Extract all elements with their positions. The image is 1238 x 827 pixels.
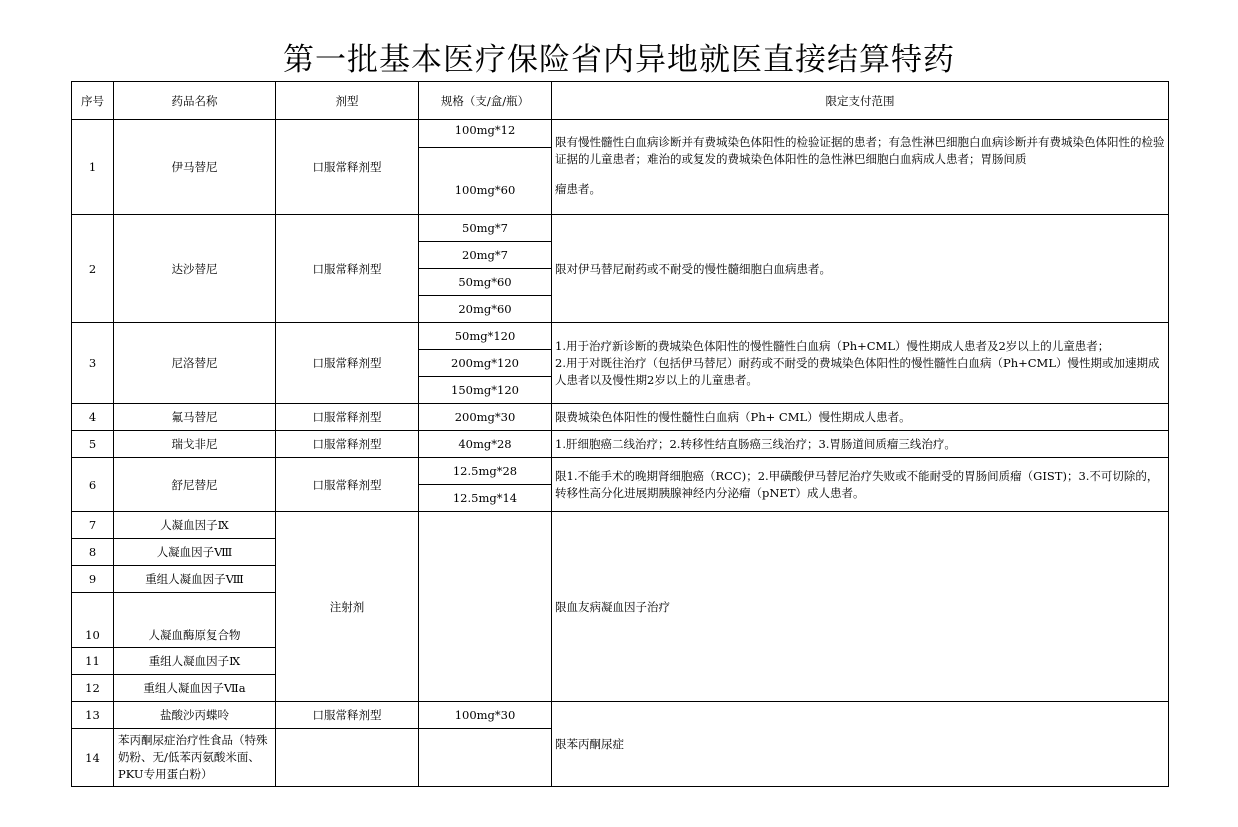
scope-text: 1.用于治疗新诊断的费城染色体阳性的慢性髓性白血病（Ph+CML）慢性期成人患者及2岁以上的儿童患者； — [555, 338, 1110, 353]
row-no: 7 — [72, 512, 114, 539]
drug-name: 人凝血因子Ⅸ — [114, 512, 276, 539]
dosage-form: 口服常释剂型 — [276, 431, 419, 458]
table-row — [72, 323, 1169, 350]
spec-cell: 12.5mg*28 — [419, 458, 552, 485]
row-no: 14 — [72, 729, 114, 787]
drug-name: 舒尼替尼 — [114, 458, 276, 512]
spec-cell: 20mg*60 — [419, 296, 552, 323]
row-no: 11 — [72, 648, 114, 675]
spec-cell: 200mg*30 — [419, 404, 552, 431]
scope-text: 2.用于对既往治疗（包括伊马替尼）耐药或不耐受的费城染色体阳性的慢性髓性白血病（Ph+CML）慢性期或加速期成人患者以及慢性期2岁以上的儿童患者。 — [555, 355, 1160, 387]
drug-name: 重组人凝血因子Ⅷ — [114, 566, 276, 593]
dosage-form: 口服常释剂型 — [276, 458, 419, 512]
header-no: 序号 — [72, 82, 114, 120]
scope-text: 限费城染色体阳性的慢性髓性白血病（Ph+ CML）慢性期成人患者。 — [552, 404, 1169, 431]
spec-cell: 40mg*28 — [419, 431, 552, 458]
drug-name: 伊马替尼 — [114, 120, 276, 215]
row-no: 13 — [72, 702, 114, 729]
header-form: 剂型 — [276, 82, 419, 120]
dosage-form: 口服常释剂型 — [276, 215, 419, 323]
spec-cell: 150mg*120 — [419, 377, 552, 404]
spec-cell: 50mg*60 — [419, 269, 552, 296]
scope-text: 瘤患者。 — [555, 182, 601, 196]
spec-cell-empty — [419, 512, 552, 702]
dosage-form: 口服常释剂型 — [276, 120, 419, 215]
page-title: 第一批基本医疗保险省内异地就医直接结算特药 — [283, 42, 955, 78]
spec-cell: 100mg*60 — [419, 148, 552, 215]
drug-name: 瑞戈非尼 — [114, 431, 276, 458]
drug-name: 苯丙酮尿症治疗性食品（特殊奶粉、无/低苯丙氨酸米面、PKU专用蛋白粉） — [114, 729, 276, 787]
drug-name: 氟马替尼 — [114, 404, 276, 431]
spec-cell: 12.5mg*14 — [419, 485, 552, 512]
table-header-row — [72, 82, 1169, 120]
row-no: 5 — [72, 431, 114, 458]
row-no: 9 — [72, 566, 114, 593]
table-row — [72, 404, 1169, 431]
drug-name: 达沙替尼 — [114, 215, 276, 323]
row-no: 12 — [72, 675, 114, 702]
row-no: 4 — [72, 404, 114, 431]
spec-cell-empty — [419, 729, 552, 787]
row-no: 8 — [72, 539, 114, 566]
drug-name: 人凝血酶原复合物 — [114, 593, 276, 648]
dosage-form: 口服常释剂型 — [276, 702, 419, 729]
scope-text: 限血友病凝血因子治疗 — [552, 512, 1169, 702]
table-row — [72, 120, 1169, 148]
scope-text: 限苯丙酮尿症 — [552, 702, 1169, 787]
spec-cell: 100mg*30 — [419, 702, 552, 729]
row-no: 2 — [72, 215, 114, 323]
row-no: 10 — [72, 593, 114, 648]
dosage-form-empty — [276, 729, 419, 787]
header-scope: 限定支付范围 — [552, 82, 1169, 120]
spec-cell: 20mg*7 — [419, 242, 552, 269]
table-row — [72, 431, 1169, 458]
row-no: 3 — [72, 323, 114, 404]
dosage-form: 口服常释剂型 — [276, 404, 419, 431]
dosage-form: 口服常释剂型 — [276, 323, 419, 404]
spec-cell: 50mg*120 — [419, 323, 552, 350]
header-name: 药品名称 — [114, 82, 276, 120]
scope-text: 1.肝细胞癌二线治疗；2.转移性结直肠癌三线治疗；3.胃肠道间质瘤三线治疗。 — [552, 431, 1169, 458]
row-no: 1 — [72, 120, 114, 215]
scope-cell — [552, 323, 1169, 404]
spec-cell: 50mg*7 — [419, 215, 552, 242]
spec-cell: 200mg*120 — [419, 350, 552, 377]
header-spec: 规格（支/盒/瓶） — [419, 82, 552, 120]
scope-text: 限1.不能手术的晚期肾细胞癌（RCC)；2.甲磺酸伊马替尼治疗失败或不能耐受的胃肠间质瘤（GIST)；3.不可切除的，转移性高分化进展期胰腺神经内分泌瘤（pNET）成人患者。 — [552, 458, 1169, 512]
drug-name: 盐酸沙丙蝶呤 — [114, 702, 276, 729]
row-no: 6 — [72, 458, 114, 512]
drug-name: 尼洛替尼 — [114, 323, 276, 404]
drug-name: 人凝血因子Ⅷ — [114, 539, 276, 566]
table-row — [72, 512, 1169, 539]
table-row — [72, 702, 1169, 729]
drug-name: 重组人凝血因子Ⅶa — [114, 675, 276, 702]
scope-cell — [552, 120, 1169, 215]
table-row — [72, 215, 1169, 242]
drug-name: 重组人凝血因子Ⅸ — [114, 648, 276, 675]
drug-table — [71, 81, 1169, 787]
table-row — [72, 458, 1169, 485]
scope-text: 限对伊马替尼耐药或不耐受的慢性髓细胞白血病患者。 — [552, 215, 1169, 323]
dosage-form: 注射剂 — [276, 512, 419, 702]
scope-text: 限有慢性髓性白血病诊断并有费城染色体阳性的检验证据的患者；有急性淋巴细胞白血病诊断并有费城染色体阳性的检验证据的儿童患者；难治的或复发的费城染色体阳性的急性淋巴细胞白血病成人患者；胃肠间质 — [555, 135, 1165, 166]
spec-cell: 100mg*12 — [419, 120, 552, 148]
